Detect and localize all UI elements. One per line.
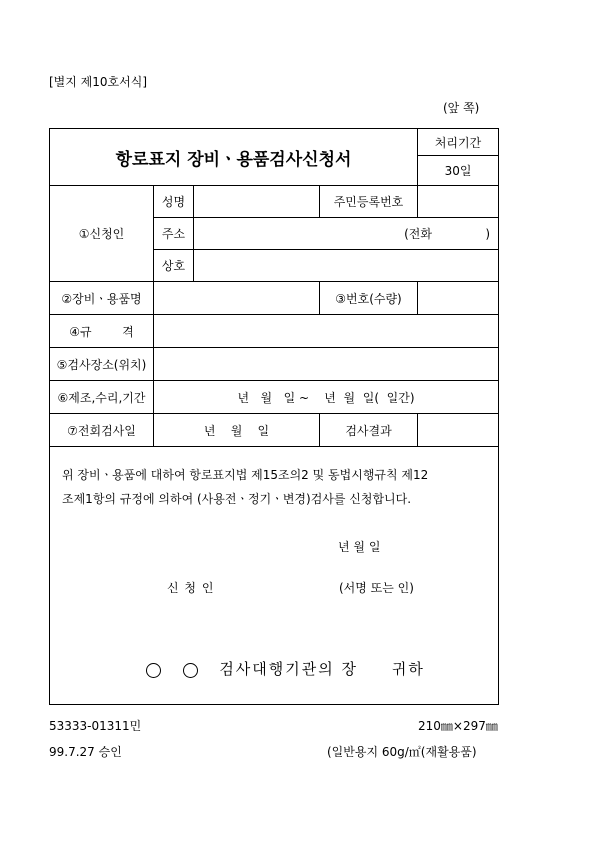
applicant-sign-label: 신 청 인 bbox=[167, 581, 215, 595]
applicant-label: ①신청인 bbox=[50, 186, 154, 282]
inspection-result-label: 검사결과 bbox=[320, 414, 418, 447]
processing-period-value: 30일 bbox=[418, 156, 499, 186]
addressee-text: 검사대행기관의 장 귀하 bbox=[219, 660, 425, 678]
rrn-label: 주민등록번호 bbox=[320, 186, 418, 218]
manufacture-period-field[interactable] bbox=[154, 381, 499, 414]
spec-field[interactable] bbox=[154, 315, 499, 348]
manufacture-period-label: ⑥제조,수리,기간 bbox=[50, 381, 154, 414]
inspection-result-field[interactable] bbox=[418, 414, 499, 447]
previous-inspection-text: 년 월 일 bbox=[203, 423, 270, 438]
previous-inspection-label: ⑦전회검사일 bbox=[50, 414, 154, 447]
application-date: 년 월 일 bbox=[338, 540, 381, 554]
address-field[interactable] bbox=[194, 218, 499, 250]
number-quantity-field[interactable] bbox=[418, 282, 499, 315]
paper-size: 210㎜×297㎜ bbox=[418, 719, 498, 733]
form-title-cell bbox=[50, 129, 418, 186]
approval-date: 99.7.27 승인 bbox=[49, 745, 122, 759]
inspection-place-field[interactable] bbox=[154, 348, 499, 381]
previous-inspection-field[interactable] bbox=[154, 414, 320, 447]
inspection-place-label: ⑤검사장소(위치) bbox=[50, 348, 154, 381]
trade-name-field[interactable] bbox=[194, 250, 499, 282]
form-title: 항로표지 장비ㆍ용품검사신청서 bbox=[115, 149, 352, 170]
form-number: [별지 제10호서식] bbox=[49, 75, 147, 89]
statement-section bbox=[50, 447, 499, 705]
statement-line-2: 조제1항의 규정에 의하여 (사용전ㆍ정기ㆍ변경)검사를 신청합니다. bbox=[62, 492, 412, 506]
rrn-field[interactable] bbox=[418, 186, 499, 218]
addressee-line bbox=[146, 658, 425, 679]
phone-text: (전화 ) bbox=[404, 227, 491, 241]
circle-mark-icon bbox=[146, 663, 161, 678]
manufacture-period-text: 년 월 일 ~ 년 월 일( 일간) bbox=[237, 390, 415, 405]
paper-spec: (일반용지 60g/㎡(재활용품) bbox=[327, 745, 477, 759]
name-field[interactable] bbox=[194, 186, 320, 218]
circle-mark-icon bbox=[183, 663, 198, 678]
name-label: 성명 bbox=[154, 186, 194, 218]
form-code: 53333-01311민 bbox=[49, 719, 142, 733]
application-form bbox=[49, 128, 499, 705]
statement-line-1: 위 장비ㆍ용품에 대하여 항로표지법 제15조의2 및 동법시행규칙 제12 bbox=[62, 468, 429, 482]
equipment-name-label: ②장비ㆍ용품명 bbox=[50, 282, 154, 315]
equipment-name-field[interactable] bbox=[154, 282, 320, 315]
number-quantity-label: ③번호(수량) bbox=[320, 282, 418, 315]
page-side: (앞 쪽) bbox=[443, 101, 480, 115]
spec-label: ④규 격 bbox=[50, 315, 154, 348]
signature-text: (서명 또는 인) bbox=[339, 581, 414, 595]
processing-period-label: 처리기간 bbox=[418, 129, 499, 156]
address-label: 주소 bbox=[154, 218, 194, 250]
trade-name-label: 상호 bbox=[154, 250, 194, 282]
